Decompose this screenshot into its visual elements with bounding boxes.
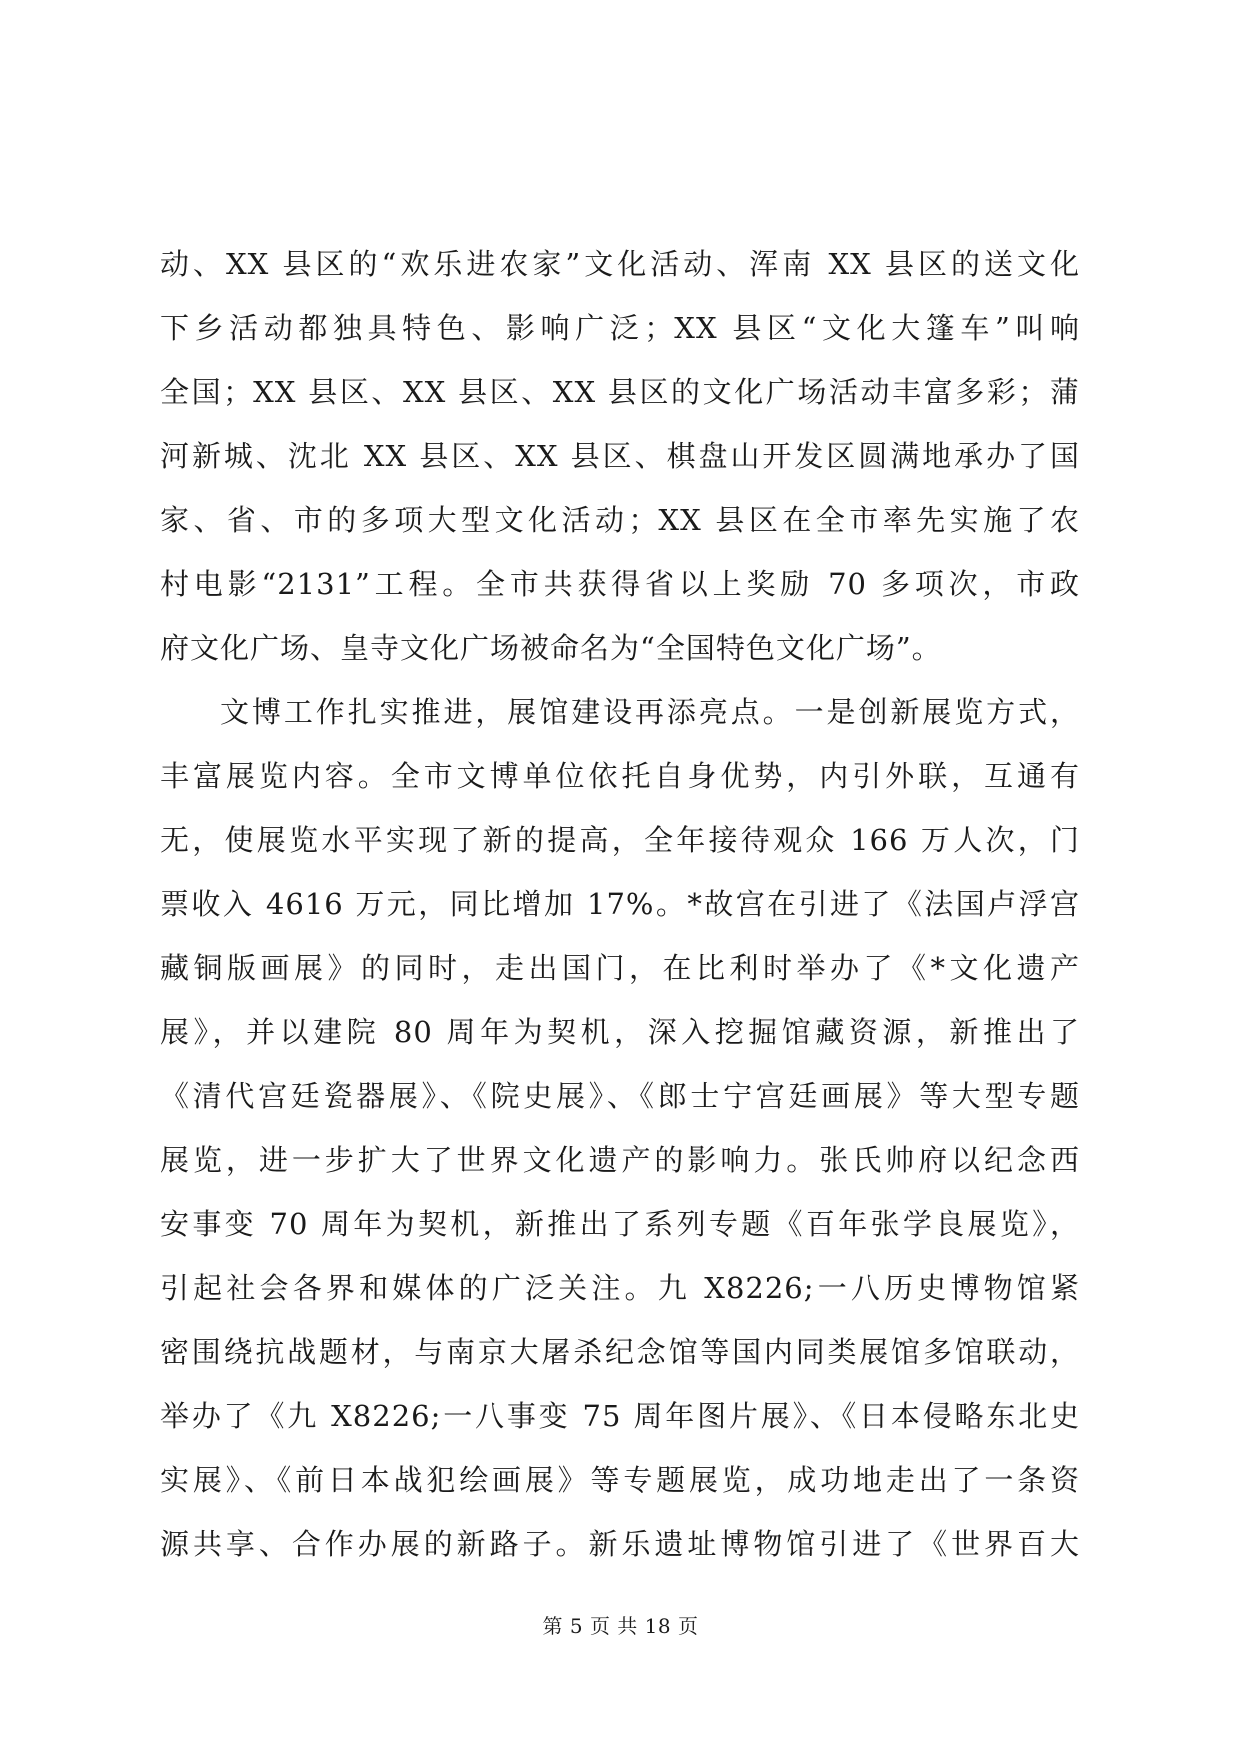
text-line: 安事变 70 周年为契机，新推出了系列专题《百年张学良展览》， [160, 1207, 1080, 1241]
text-line: 举办了《九 X8226;一八事变 75 周年图片展》、《日本侵略东北史 [160, 1399, 1080, 1433]
text-line: 展览，进一步扩大了世界文化遗产的影响力。张氏帅府以纪念西 [160, 1143, 1080, 1177]
text-line: 密围绕抗战题材，与南京大屠杀纪念馆等国内同类展馆多馆联动， [160, 1335, 1080, 1369]
text-line: 实展》、《前日本战犯绘画展》等专题展览，成功地走出了一条资 [160, 1463, 1080, 1497]
text-line: 府文化广场、皇寺文化广场被命名为“全国特色文化广场”。 [160, 631, 942, 665]
text-line: 无，使展览水平实现了新的提高，全年接待观众 166 万人次，门 [160, 823, 1080, 857]
text-line: 票收入 4616 万元，同比增加 17%。*故宫在引进了《法国卢浮宫 [160, 887, 1080, 921]
text-line: 源共享、合作办展的新路子。新乐遗址博物馆引进了《世界百大 [160, 1527, 1080, 1561]
text-line: 全国；XX 县区、XX 县区、XX 县区的文化广场活动丰富多彩；蒲 [160, 375, 1080, 409]
text-line: 动、XX 县区的“欢乐进农家”文化活动、浑南 XX 县区的送文化 [160, 247, 1080, 281]
text-line: 丰富展览内容。全市文博单位依托自身优势，内引外联，互通有 [160, 759, 1080, 793]
text-line: 藏铜版画展》的同时，走出国门，在比利时举办了《*文化遗产 [160, 951, 1080, 985]
page-number-footer: 第 5 页 共 18 页 [542, 1614, 699, 1638]
text-line: 展》，并以建院 80 周年为契机，深入挖掘馆藏资源，新推出了 [160, 1015, 1080, 1049]
text-line: 河新城、沈北 XX 县区、XX 县区、棋盘山开发区圆满地承办了国 [160, 439, 1080, 473]
text-line: 《清代宫廷瓷器展》、《院史展》、《郎士宁宫廷画展》等大型专题 [160, 1079, 1080, 1113]
text-line: 村电影“2131”工程。全市共获得省以上奖励 70 多项次，市政 [160, 567, 1080, 601]
text-line: 下乡活动都独具特色、影响广泛；XX 县区“文化大篷车”叫响 [160, 311, 1080, 345]
body-text [160, 232, 1080, 1576]
paragraph-first-line: 文博工作扎实推进，展馆建设再添亮点。一是创新展览方式， [220, 695, 1080, 729]
text-line: 家、省、市的多项大型文化活动；XX 县区在全市率先实施了农 [160, 503, 1080, 537]
text-line: 引起社会各界和媒体的广泛关注。九 X8226;一八历史博物馆紧 [160, 1271, 1080, 1305]
